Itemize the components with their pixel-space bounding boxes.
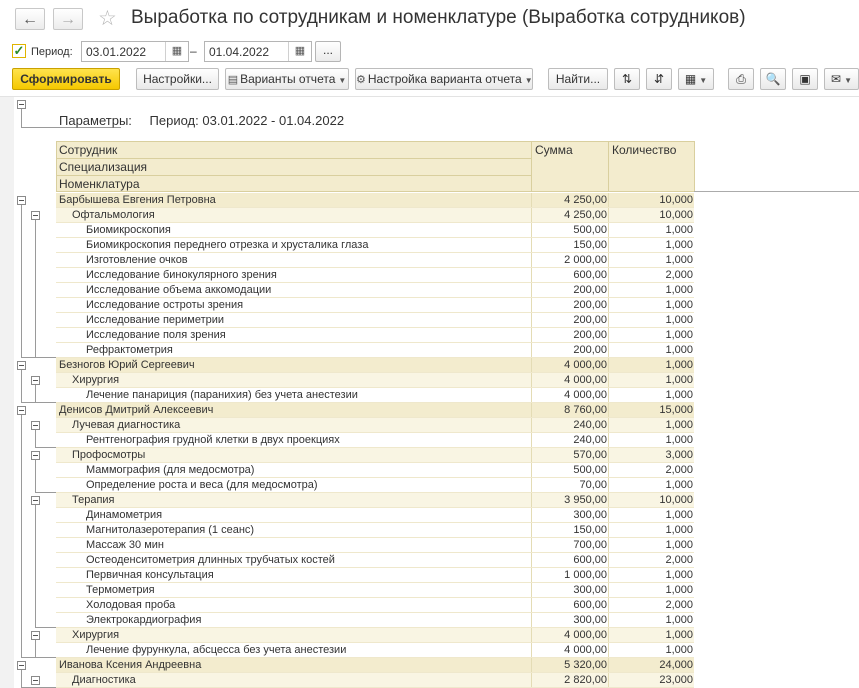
printer-icon: ⎙ bbox=[736, 72, 746, 86]
row-label: Лучевая диагностика bbox=[72, 419, 181, 431]
period-from-field[interactable] bbox=[81, 41, 189, 62]
report-variants-label: Варианты отчета bbox=[240, 72, 336, 86]
row-sum: 500,00 bbox=[573, 464, 607, 476]
row-sum: 150,00 bbox=[573, 239, 607, 251]
table-row[interactable] bbox=[56, 388, 694, 403]
row-qty: 1,000 bbox=[665, 254, 693, 266]
table-row[interactable] bbox=[56, 658, 694, 673]
table-row[interactable] bbox=[56, 673, 694, 688]
row-label: Лечение панариция (паранихия) без учета анестезии bbox=[86, 389, 358, 401]
row-qty: 10,000 bbox=[659, 194, 693, 206]
collapse-toggle-employee[interactable] bbox=[17, 196, 26, 205]
tree-line bbox=[35, 640, 36, 657]
row-qty: 1,000 bbox=[665, 479, 693, 491]
table-row[interactable] bbox=[56, 508, 694, 523]
print-button[interactable] bbox=[728, 68, 754, 90]
table-row[interactable] bbox=[56, 433, 694, 448]
row-sum: 70,00 bbox=[579, 479, 607, 491]
row-label: Исследование поля зрения bbox=[86, 329, 226, 341]
row-sum: 5 320,00 bbox=[564, 659, 607, 671]
tree-line bbox=[35, 460, 36, 492]
header-divider bbox=[56, 175, 532, 176]
header-divider bbox=[56, 158, 532, 159]
send-email-button[interactable] bbox=[824, 68, 859, 90]
row-label: Диагностика bbox=[72, 674, 136, 686]
row-qty: 3,000 bbox=[665, 449, 693, 461]
row-qty: 23,000 bbox=[659, 674, 693, 686]
gear-icon: ⚙ bbox=[356, 74, 366, 86]
collapse-toggle-specialization[interactable] bbox=[31, 421, 40, 430]
row-qty: 2,000 bbox=[665, 269, 693, 281]
period-to-value: 01.04.2022 bbox=[209, 45, 270, 59]
row-qty: 1,000 bbox=[665, 314, 693, 326]
row-label: Холодовая проба bbox=[86, 599, 176, 611]
row-qty: 10,000 bbox=[659, 494, 693, 506]
collapse-toggle-specialization[interactable] bbox=[31, 451, 40, 460]
row-label: Биомикроскопия bbox=[86, 224, 171, 236]
row-qty: 2,000 bbox=[665, 554, 693, 566]
table-row[interactable] bbox=[56, 223, 694, 238]
period-select-button[interactable]: ... bbox=[315, 41, 341, 62]
collapse-toggle-specialization[interactable] bbox=[31, 376, 40, 385]
row-qty: 1,000 bbox=[665, 629, 693, 641]
table-row[interactable] bbox=[56, 553, 694, 568]
row-label: Профосмотры bbox=[72, 449, 146, 461]
tree-line bbox=[21, 109, 22, 127]
row-sum: 2 820,00 bbox=[564, 674, 607, 686]
floppy-disk-icon: ▣ bbox=[799, 72, 811, 86]
row-sum: 4 250,00 bbox=[564, 209, 607, 221]
table-row[interactable] bbox=[56, 238, 694, 253]
toolbar bbox=[0, 68, 859, 92]
row-sum: 2 000,00 bbox=[564, 254, 607, 266]
params-value: Период: 03.01.2022 - 01.04.2022 bbox=[149, 113, 345, 128]
tree-line bbox=[35, 447, 56, 448]
row-label: Терапия bbox=[72, 494, 115, 506]
table-row[interactable] bbox=[56, 583, 694, 598]
row-sum: 200,00 bbox=[573, 344, 607, 356]
row-label: Остеоденситометрия длинных трубчатых костей bbox=[86, 554, 335, 566]
tree-line bbox=[21, 670, 22, 687]
row-label: Массаж 30 мин bbox=[86, 539, 165, 551]
table-row[interactable] bbox=[56, 538, 694, 553]
table-row[interactable] bbox=[56, 403, 694, 418]
variants-icon: ▤ bbox=[227, 74, 239, 86]
row-sum: 4 000,00 bbox=[564, 359, 607, 371]
page-title: Выработка по сотрудникам и номенклатуре (Выработка сотрудников) bbox=[131, 7, 746, 28]
title-bar bbox=[0, 0, 859, 38]
collapse-toggle-specialization[interactable] bbox=[31, 631, 40, 640]
row-label: Лечение фурункула, абсцесса без учета анестезии bbox=[86, 644, 347, 656]
checkmark-icon: ✓ bbox=[13, 43, 25, 58]
row-label: Барбышева Евгения Петровна bbox=[59, 194, 216, 206]
row-sum: 300,00 bbox=[573, 614, 607, 626]
star-icon[interactable]: ☆ bbox=[98, 7, 117, 30]
tree-line bbox=[35, 492, 56, 493]
row-sum: 600,00 bbox=[573, 554, 607, 566]
tree-line bbox=[21, 415, 22, 657]
row-qty: 2,000 bbox=[665, 599, 693, 611]
table-row[interactable] bbox=[56, 373, 694, 388]
table-row[interactable] bbox=[56, 643, 694, 658]
row-sum: 4 000,00 bbox=[564, 389, 607, 401]
chevron-down-icon: ▼ bbox=[699, 76, 708, 85]
row-label: Определение роста и веса (для медосмотра) bbox=[86, 479, 318, 491]
calendar-icon[interactable]: ▦ bbox=[165, 42, 188, 61]
row-sum: 200,00 bbox=[573, 284, 607, 296]
row-label: Электрокардиография bbox=[86, 614, 202, 626]
row-qty: 10,000 bbox=[659, 209, 693, 221]
collapse-toggle-specialization[interactable] bbox=[31, 676, 40, 685]
row-label: Безногов Юрий Сергеевич bbox=[59, 359, 195, 371]
tree-line bbox=[35, 627, 56, 628]
sort-descending-button[interactable] bbox=[614, 68, 640, 90]
row-sum: 240,00 bbox=[573, 419, 607, 431]
envelope-icon: ✉ bbox=[831, 72, 842, 86]
arrow-right-icon: → bbox=[60, 11, 76, 28]
row-qty: 1,000 bbox=[665, 239, 693, 251]
table-row[interactable] bbox=[56, 253, 694, 268]
preview-button[interactable] bbox=[760, 68, 786, 90]
row-sum: 600,00 bbox=[573, 269, 607, 281]
save-button[interactable] bbox=[792, 68, 818, 90]
collapse-toggle-employee[interactable] bbox=[17, 361, 26, 370]
row-label: Термометрия bbox=[86, 584, 155, 596]
row-label: Иванова Ксения Андреевна bbox=[59, 659, 202, 671]
table-row[interactable] bbox=[56, 283, 694, 298]
grouping-icon: ▦ bbox=[684, 72, 697, 86]
row-sum: 4 000,00 bbox=[564, 374, 607, 386]
row-sum: 4 000,00 bbox=[564, 644, 607, 656]
period-to-field[interactable] bbox=[204, 41, 312, 62]
row-qty: 15,000 bbox=[659, 404, 693, 416]
row-sum: 300,00 bbox=[573, 584, 607, 596]
table-row[interactable] bbox=[56, 343, 694, 358]
report-parameters bbox=[59, 113, 344, 128]
row-sum: 1 000,00 bbox=[564, 569, 607, 581]
table-row[interactable] bbox=[56, 208, 694, 223]
row-label: Изготовление очков bbox=[86, 254, 188, 266]
row-qty: 1,000 bbox=[665, 584, 693, 596]
row-sum: 4 250,00 bbox=[564, 194, 607, 206]
chevron-down-icon: ▼ bbox=[524, 76, 533, 85]
collapse-toggle-params[interactable] bbox=[17, 100, 26, 109]
row-sum: 8 760,00 bbox=[564, 404, 607, 416]
row-qty: 2,000 bbox=[665, 464, 693, 476]
header-bottom-line bbox=[694, 191, 859, 192]
table-row[interactable] bbox=[56, 628, 694, 643]
header-qty-label: Количество bbox=[612, 143, 677, 157]
row-label: Хирургия bbox=[72, 374, 120, 386]
collapse-toggle-employee[interactable] bbox=[17, 661, 26, 670]
row-qty: 1,000 bbox=[665, 224, 693, 236]
preview-icon: 🔍 bbox=[765, 72, 781, 86]
row-sum: 200,00 bbox=[573, 299, 607, 311]
row-label: Магнитолазеротерапия (1 сеанс) bbox=[86, 524, 255, 536]
header-sum-label: Сумма bbox=[535, 143, 573, 157]
period-from-value: 03.01.2022 bbox=[86, 45, 147, 59]
settings-button[interactable]: Настройки... bbox=[136, 68, 219, 90]
period-dash: – bbox=[190, 44, 197, 58]
row-label: Исследование бинокулярного зрения bbox=[86, 269, 277, 281]
header-employee: Сотрудник bbox=[59, 143, 118, 157]
table-row[interactable] bbox=[56, 613, 694, 628]
row-label: Хирургия bbox=[72, 629, 120, 641]
table-row[interactable] bbox=[56, 418, 694, 433]
collapse-toggle-employee[interactable] bbox=[17, 406, 26, 415]
generate-button[interactable]: Сформировать bbox=[12, 68, 120, 90]
variant-settings-label: Настройка варианта отчета bbox=[367, 72, 522, 86]
report-variants-button[interactable] bbox=[225, 68, 349, 90]
tree-line bbox=[21, 370, 22, 402]
row-sum: 150,00 bbox=[573, 524, 607, 536]
row-qty: 1,000 bbox=[665, 359, 693, 371]
table-row[interactable] bbox=[56, 328, 694, 343]
row-qty: 24,000 bbox=[659, 659, 693, 671]
period-checkbox[interactable] bbox=[12, 44, 26, 58]
row-label: Исследование остроты зрения bbox=[86, 299, 244, 311]
row-qty: 1,000 bbox=[665, 389, 693, 401]
period-row bbox=[0, 40, 859, 66]
row-label: Первичная консультация bbox=[86, 569, 214, 581]
row-qty: 1,000 bbox=[665, 644, 693, 656]
period-label: Период: bbox=[31, 46, 73, 58]
row-qty: 1,000 bbox=[665, 539, 693, 551]
row-label: Денисов Дмитрий Алексеевич bbox=[59, 404, 214, 416]
row-sum: 570,00 bbox=[573, 449, 607, 461]
row-sum: 300,00 bbox=[573, 509, 607, 521]
row-label: Исследование объема аккомодации bbox=[86, 284, 272, 296]
table-row[interactable] bbox=[56, 478, 694, 493]
row-qty: 1,000 bbox=[665, 434, 693, 446]
tree-line bbox=[35, 657, 56, 658]
row-sum: 500,00 bbox=[573, 224, 607, 236]
header-nomenclature: Номенклатура bbox=[59, 177, 140, 191]
table-row[interactable] bbox=[56, 448, 694, 463]
row-sum: 700,00 bbox=[573, 539, 607, 551]
table-row[interactable] bbox=[56, 523, 694, 538]
row-qty: 1,000 bbox=[665, 299, 693, 311]
row-label: Биомикроскопия переднего отрезка и хрусталика глаза bbox=[86, 239, 369, 251]
sort-descending-icon: ⇅ bbox=[621, 72, 633, 86]
forward-button[interactable] bbox=[53, 8, 83, 30]
sort-ascending-icon: ⇵ bbox=[653, 72, 665, 86]
params-label: Параметры: bbox=[59, 113, 132, 128]
row-label: Рефрактометрия bbox=[86, 344, 173, 356]
report-gutter bbox=[0, 97, 14, 688]
table-row[interactable] bbox=[56, 463, 694, 478]
row-sum: 600,00 bbox=[573, 599, 607, 611]
table-row[interactable] bbox=[56, 268, 694, 283]
row-sum: 4 000,00 bbox=[564, 629, 607, 641]
grouping-button[interactable] bbox=[678, 68, 714, 90]
variant-settings-button[interactable] bbox=[355, 68, 533, 90]
find-button[interactable]: Найти... bbox=[548, 68, 608, 90]
row-qty: 1,000 bbox=[665, 329, 693, 341]
report-area[interactable] bbox=[0, 96, 859, 688]
row-qty: 1,000 bbox=[665, 614, 693, 626]
row-label: Офтальмология bbox=[72, 209, 155, 221]
row-label: Исследование периметрии bbox=[86, 314, 225, 326]
tree-line bbox=[35, 220, 36, 357]
tree-line bbox=[21, 205, 22, 357]
table-row[interactable] bbox=[56, 313, 694, 328]
row-sum: 3 950,00 bbox=[564, 494, 607, 506]
chevron-down-icon: ▼ bbox=[844, 76, 852, 85]
calendar-icon[interactable]: ▦ bbox=[288, 42, 311, 61]
arrow-left-icon: ← bbox=[22, 11, 38, 28]
tree-line bbox=[35, 505, 36, 627]
sort-ascending-button[interactable] bbox=[646, 68, 672, 90]
tree-line bbox=[35, 357, 56, 358]
chevron-down-icon: ▼ bbox=[338, 76, 347, 85]
tree-line bbox=[35, 385, 36, 402]
row-label: Рентгенография грудной клетки в двух проекциях bbox=[86, 434, 340, 446]
table-row[interactable] bbox=[56, 193, 694, 208]
header-specialization: Специализация bbox=[59, 160, 148, 174]
table-row[interactable] bbox=[56, 298, 694, 313]
row-sum: 200,00 bbox=[573, 314, 607, 326]
row-label: Динамометрия bbox=[86, 509, 163, 521]
collapse-toggle-specialization[interactable] bbox=[31, 211, 40, 220]
table-row[interactable] bbox=[56, 598, 694, 613]
row-sum: 240,00 bbox=[573, 434, 607, 446]
collapse-toggle-specialization[interactable] bbox=[31, 496, 40, 505]
row-qty: 1,000 bbox=[665, 569, 693, 581]
row-label: Маммография (для медосмотра) bbox=[86, 464, 255, 476]
row-qty: 1,000 bbox=[665, 524, 693, 536]
row-qty: 1,000 bbox=[665, 374, 693, 386]
back-button[interactable] bbox=[15, 8, 45, 30]
row-sum: 200,00 bbox=[573, 329, 607, 341]
tree-line bbox=[35, 430, 36, 447]
table-row[interactable] bbox=[56, 568, 694, 583]
tree-line bbox=[35, 402, 56, 403]
row-qty: 1,000 bbox=[665, 509, 693, 521]
table-row[interactable] bbox=[56, 358, 694, 373]
row-qty: 1,000 bbox=[665, 284, 693, 296]
table-row[interactable] bbox=[56, 493, 694, 508]
row-qty: 1,000 bbox=[665, 344, 693, 356]
row-qty: 1,000 bbox=[665, 419, 693, 431]
